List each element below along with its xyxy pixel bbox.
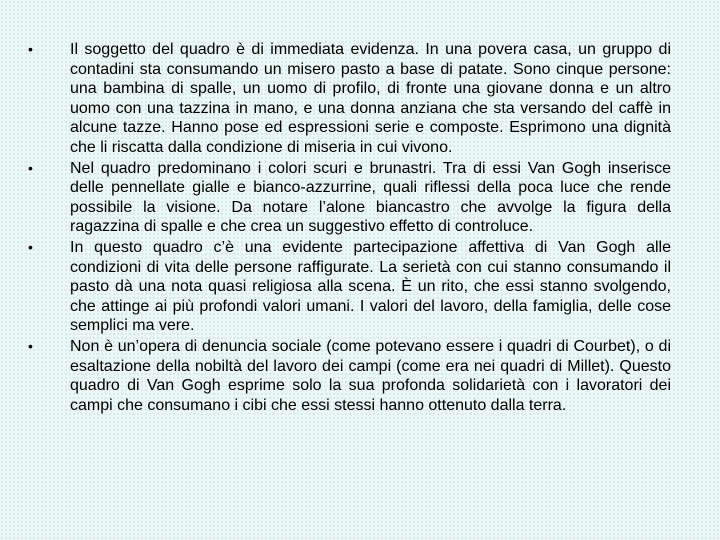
bullet-text: Il soggetto del quadro è di immediata evidenza. In una povera casa, un gruppo di contadini sta consumando un misero pasto a base di patate. Sono cinque persone: una bambina di spalle, un uomo di profilo, di fronte una giovane donna e un altro uomo con una tazzina in mano, e una donna anziana che sta versando del caffè in alcune tazze. Hanno pose ed espressioni serie e composte. Esprimono una dignità che li riscatta dalla condizione di miseria in cui vivono. bbox=[70, 41, 671, 156]
bullet-item bbox=[28, 159, 671, 237]
bullet-item bbox=[28, 238, 671, 336]
bullet-item bbox=[28, 40, 671, 158]
bullet-marker: • bbox=[28, 159, 33, 176]
bullet-text: Non è un’opera di denuncia sociale (come potevano essere i quadri di Courbet), o di esaltazione della nobiltà del lavoro dei campi (come era nei quadri di Millet). Questo quadro di Van Gogh esprime solo la sua profonda solidarietà con i lavoratori dei campi che consumano i cibi che essi stessi hanno ottenuto dalla terra. bbox=[70, 337, 671, 414]
bullet-text: In questo quadro c’è una evidente partecipazione affettiva di Van Gogh alle condizioni di vita delle persone raffigurate. La serietà con cui stanno consumando il pasto dà una nota quasi religiosa alla scena. È un rito, che essi stanno svolgendo, che attinge ai più profondi valori umani. I valori del lavoro, della famiglia, delle cose semplici ma vere. bbox=[70, 238, 671, 335]
bullet-marker: • bbox=[28, 238, 33, 255]
bullet-list bbox=[28, 40, 671, 416]
bullet-text: Nel quadro predominano i colori scuri e brunastri. Tra di essi Van Gogh inserisce delle pennellate gialle e bianco-azzurrine, quali riflessi della poca luce che rende possibile la visione. Da notare l’alone biancastro che avvolge la figura della ragazzina di spalle e che crea un suggestivo effetto di controluce. bbox=[70, 159, 671, 236]
bullet-marker: • bbox=[28, 337, 33, 354]
bullet-marker: • bbox=[28, 41, 33, 57]
bullet-item bbox=[28, 337, 671, 415]
